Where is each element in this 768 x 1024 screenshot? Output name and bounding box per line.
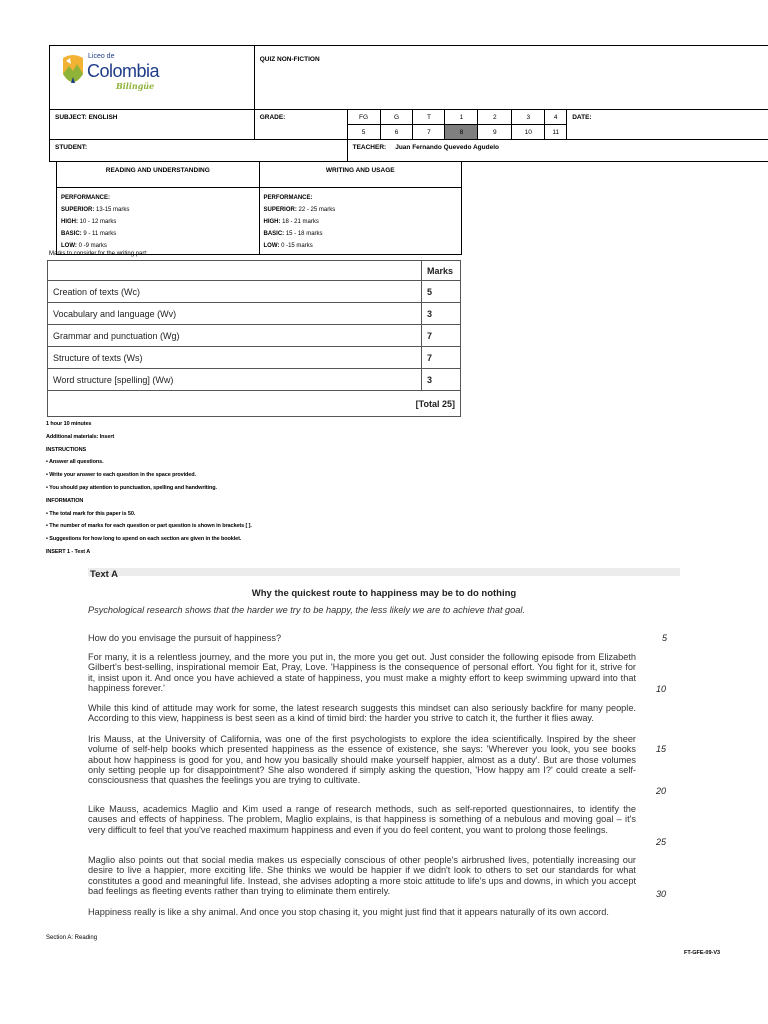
performance-row: BASIC: 9 - 11 marks (61, 231, 117, 237)
school-logo (60, 50, 170, 98)
grade-label: GRADE: (254, 110, 347, 140)
grade-cell: 9 (478, 125, 512, 140)
performance-row: HIGH: 10 - 12 marks (61, 219, 117, 225)
grade-cell-selected: 8 (445, 125, 478, 140)
marks-header: Marks (422, 261, 461, 281)
writing-heading: WRITING AND USAGE (259, 162, 462, 188)
performance-row: SUPERIOR: 22 - 25 marks (263, 207, 336, 213)
instruction-line: • Answer all questions. (46, 459, 104, 466)
insert-label: Text A (90, 569, 118, 580)
insert-paragraph: Like Mauss, academics Maglio and Kim used a range of research methods, such as self-reported questionnaires, to identify the causes and effects of happiness. The problem, Maglio explains, is that happiness is something of a nebulous and moving goal – it's very difficult to feel that you've reached maximum happiness and even if you do feel content, you want to prolong those feelings. (88, 804, 636, 835)
logo-text-big: Colombia (87, 61, 160, 81)
insert-question: How do you envisage the pursuit of happiness? (88, 633, 282, 643)
quiz-title: QUIZ NON-FICTION (254, 46, 768, 110)
table-row: Word structure [spelling] (Ww) 3 (48, 369, 461, 391)
teacher-field (347, 140, 768, 162)
grade-cell: 1 (445, 110, 478, 125)
line-number: 5 (662, 633, 668, 643)
performance-label: PERFORMANCE: (61, 195, 110, 201)
instruction-line: INSTRUCTIONS (46, 446, 87, 453)
marks-header-blank (48, 261, 422, 281)
insert-paragraph: Happiness really is like a shy animal. And once you stop chasing it, you might just find that it appears naturally of its own accord. (88, 907, 609, 917)
performance-row: HIGH: 18 - 21 marks (263, 219, 319, 225)
reading-performance (57, 188, 260, 255)
insert-paragraph: Iris Mauss, at the University of California, was one of the first psychologists to explore the idea scientifically. Inspired by the sheer volume of self-help books which presented happiness as the essence of existence, she says: 'Wherever you look, you see books about how happiness is good for you, and how you basically should make yourself happier, almost as a duty'. But are those volumes only setting people up for disappointment? She also wondered if simply asking the question, 'How happy am I?' could create a self-consciousness that quashes the feelings you are trying to cultivate. (88, 734, 636, 786)
grade-cell: 5 (347, 125, 380, 140)
table-row: Grammar and punctuation (Wg) 7 (48, 325, 461, 347)
instruction-line: • The total mark for this paper is 50. (46, 510, 136, 517)
grade-cell: T (413, 110, 445, 125)
insert-paragraph: While this kind of attitude may work for some, the latest research suggests this mindset can also seriously backfire for many people. According to this view, happiness is best seen as a kind of timid bird: the harder you strive to catch it, the further it flies away. (88, 703, 636, 724)
performance-row: LOW: 0 -15 marks (263, 243, 313, 249)
instruction-line: • You should pay attention to punctuation, spelling and handwriting. (46, 484, 217, 491)
performance-row: BASIC: 15 - 18 marks (263, 231, 323, 237)
instruction-line: 1 hour 10 minutes (46, 421, 92, 427)
footer-code: FT-GFE-09-V3 (684, 950, 721, 956)
insert-band (88, 568, 680, 576)
performance-row: LOW: 0 -9 marks (61, 243, 107, 249)
date-field: DATE: (567, 110, 768, 140)
insert-paragraph: For many, it is a relentless journey, and the more you put in, the more you get out. Just consider the following episode from Elizabeth Gilbert's best-selling, inspirational memoir Eat, Pray, Love. 'Happiness is the consequence of personal effort. You fight for it, strive for it, insist upon it. And once you have achieved a state of happiness, you must make a mighty effort to keep swimming upward into that happiness forever.' (88, 652, 636, 693)
performance-table (56, 161, 462, 255)
line-number: 30 (656, 889, 667, 899)
table-row: Creation of texts (Wc) 5 (48, 281, 461, 303)
student-field: STUDENT: (50, 140, 348, 162)
instruction-line: • Write your answer to each question in the space provided. (46, 472, 196, 479)
insert-title: Why the quickest route to happiness may be to do nothing (251, 588, 517, 599)
subject-field: SUBJECT: ENGLISH (50, 110, 255, 140)
reading-heading: READING AND UNDERSTANDING (57, 162, 260, 188)
writing-performance (259, 188, 462, 255)
grade-cell: 4 (545, 110, 567, 125)
insert-intro: Psychological research shows that the harder we try to be happy, the less likely we are to achieve that goal. (88, 605, 525, 615)
insert-paragraph: Maglio also points out that social media makes us especially conscious of other people's airbrushed lives, potentially increasing our desire to live a happier, more exciting life. She thinks we would be happier if we didn't look to others to set our standards for what constitutes a good and meaningful life. Instead, she advises adopting a more stoic attitude to life's ups and downs, in which you accept bad feelings as fleeting events rather than trying to eliminate them entirely. (88, 855, 636, 896)
marks-total: [Total 25] (48, 391, 461, 417)
grade-cell: 11 (545, 125, 567, 140)
grade-cell: G (380, 110, 413, 125)
total-row (48, 391, 461, 417)
marks-table (47, 260, 461, 417)
logo-text-small: Liceo de (88, 53, 115, 60)
instruction-line: INSERT 1 - Text A (46, 548, 91, 555)
grade-cell: 2 (478, 110, 512, 125)
teacher-name: Juan Fernando Quevedo Agudelo (395, 144, 499, 151)
line-number: 10 (656, 684, 667, 694)
instruction-line: • The number of marks for each question or part question is shown in brackets [ ]. (46, 523, 252, 530)
logo-mark-icon (60, 52, 86, 92)
instruction-line: Additional materials: Insert (46, 433, 115, 440)
instruction-line: • Suggestions for how long to spend on each section are given in the booklet. (46, 536, 242, 543)
table-row: Structure of texts (Ws) 7 (48, 347, 461, 369)
line-number: 25 (656, 837, 667, 847)
marks-caption: Marks to consider for the writing part: (49, 251, 148, 257)
instruction-line: INFORMATION (46, 497, 84, 504)
performance-label: PERFORMANCE: (263, 195, 313, 201)
grade-cell: 3 (512, 110, 545, 125)
grade-cell: FG (347, 110, 380, 125)
instructions-block (46, 421, 546, 562)
teacher-label: TEACHER: (352, 144, 387, 151)
grade-cell: 10 (512, 125, 545, 140)
insert-text-a (88, 568, 680, 934)
line-number: 15 (656, 744, 667, 754)
logo-text-script: Bilingüe (116, 81, 155, 91)
grade-cell: 7 (413, 125, 445, 140)
grade-cell: 6 (380, 125, 413, 140)
footer-section: Section A: Reading (46, 935, 98, 941)
table-row: Vocabulary and language (Wv) 3 (48, 303, 461, 325)
line-number: 20 (656, 786, 667, 796)
performance-row: SUPERIOR: 13-15 marks (61, 207, 130, 213)
